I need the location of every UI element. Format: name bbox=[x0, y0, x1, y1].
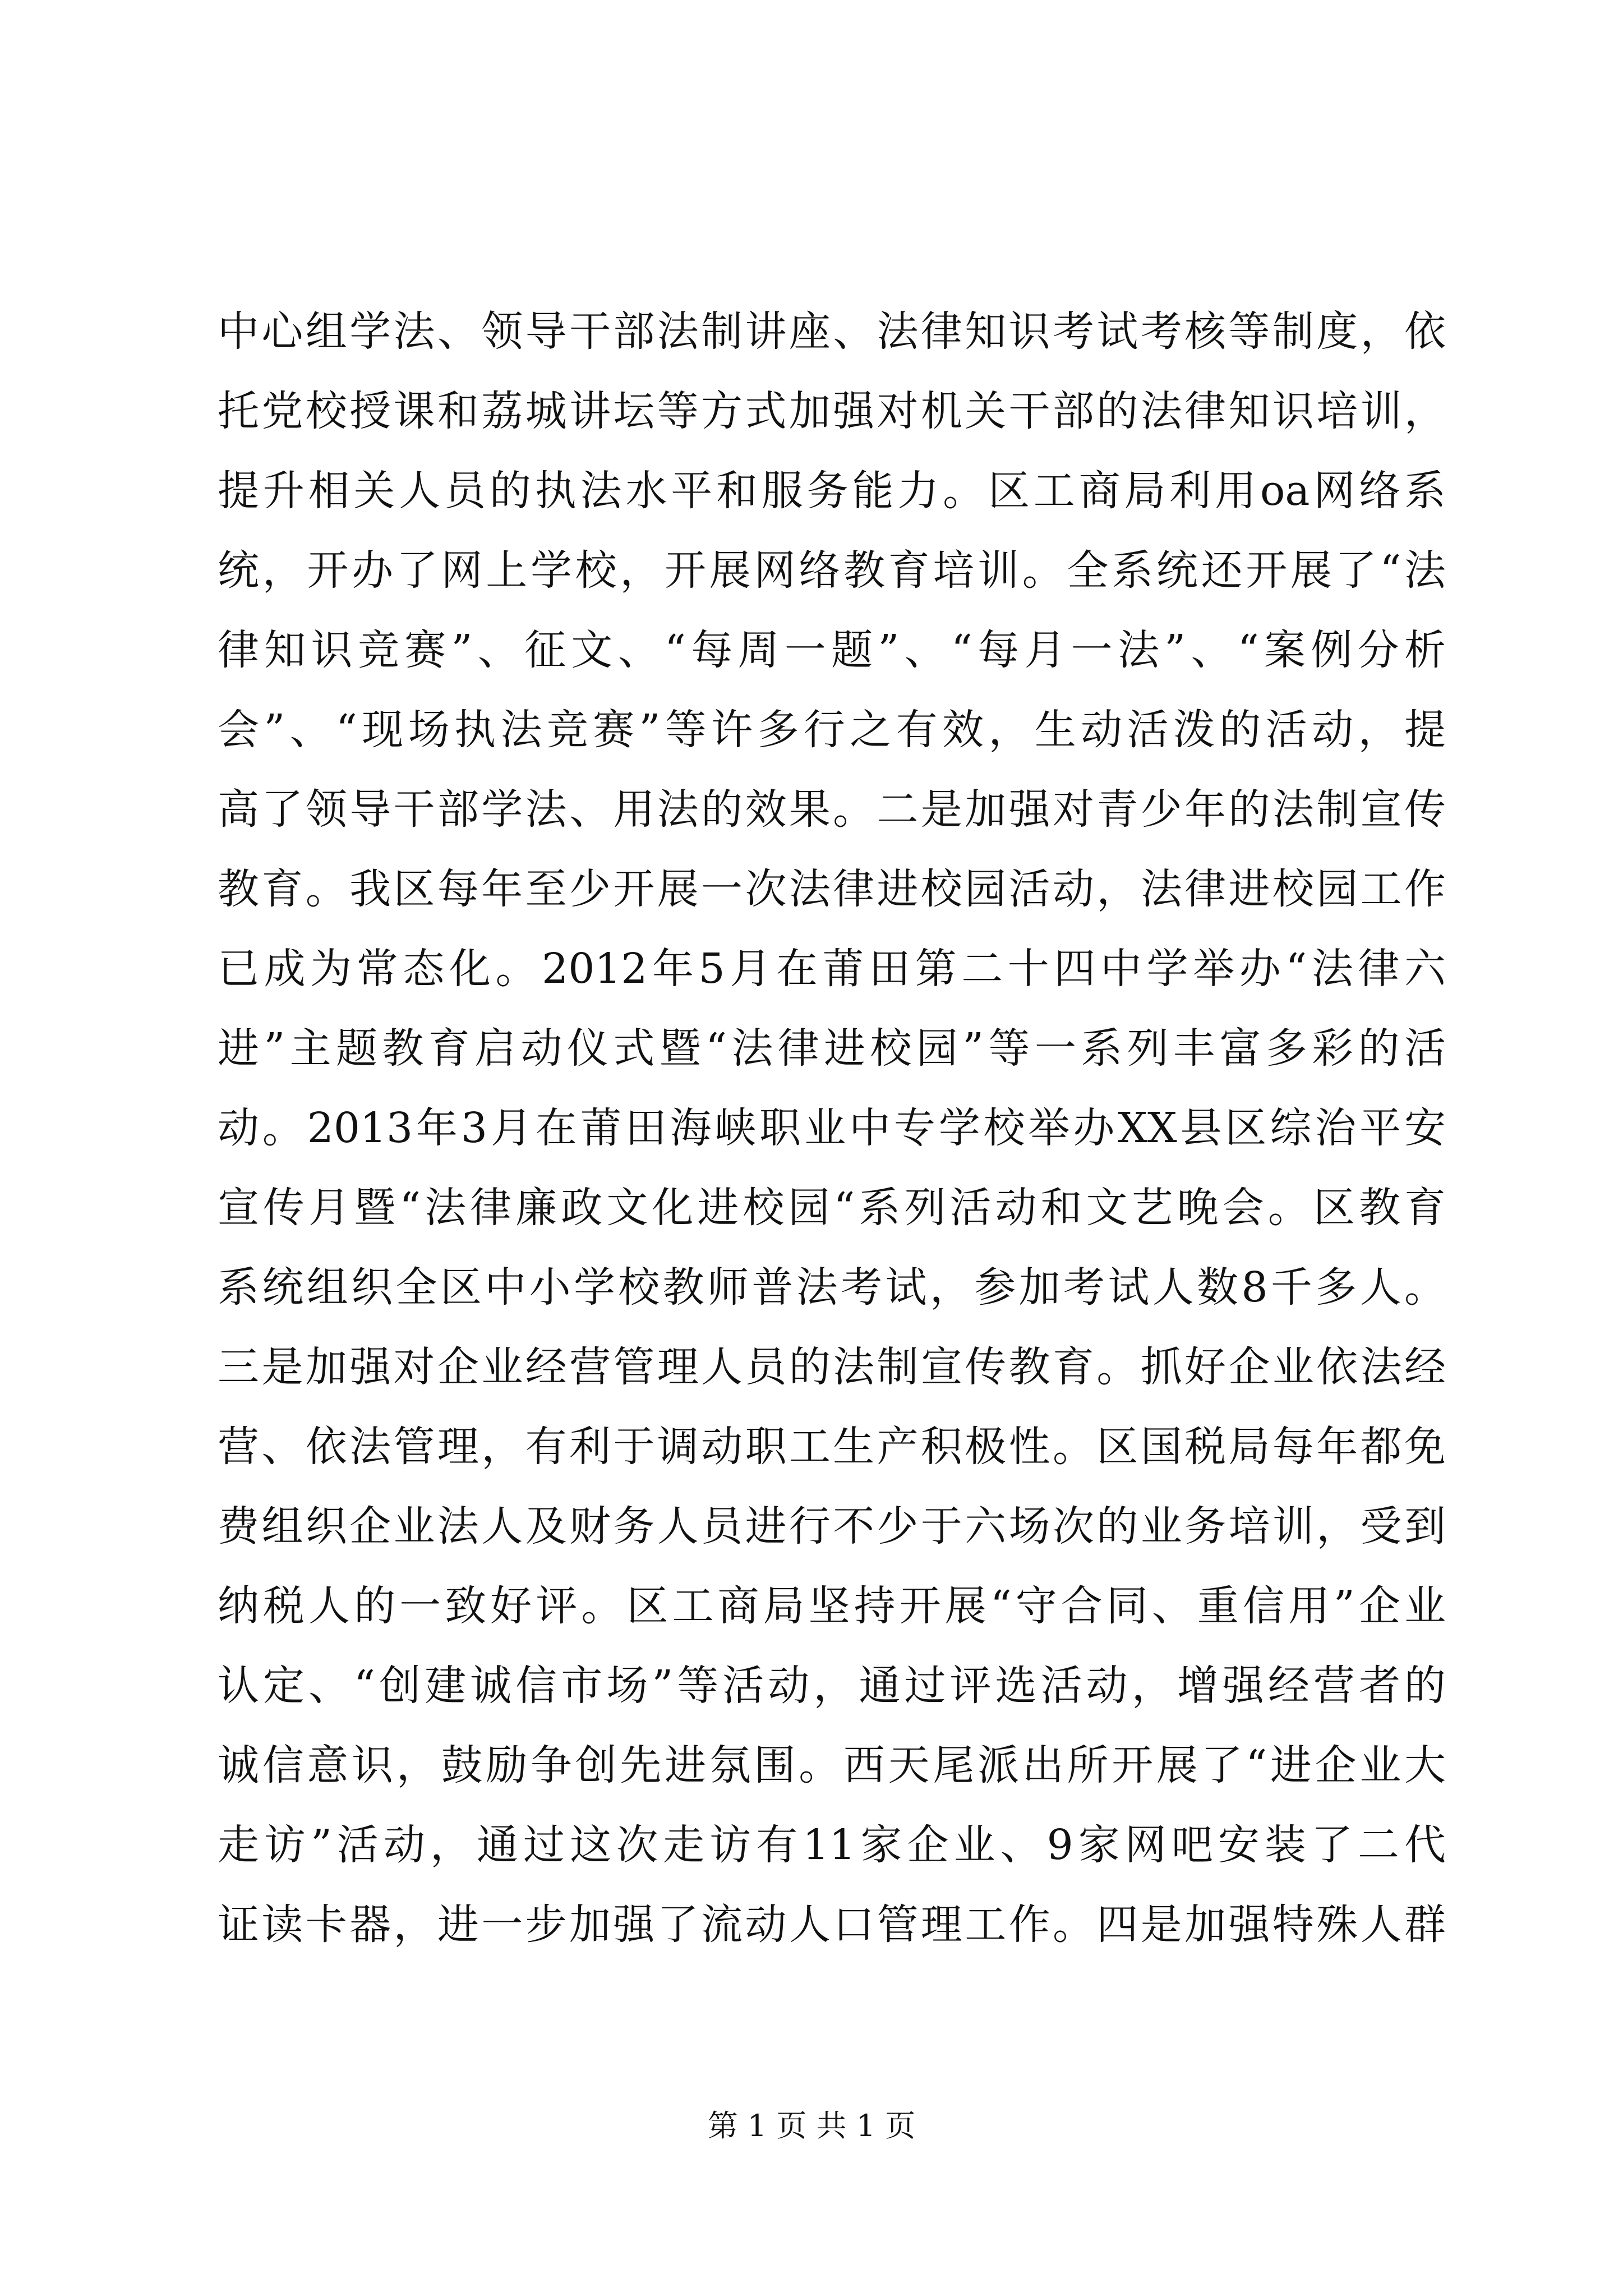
text-line: 营、依法管理，有利于调动职工生产积极性。区国税局每年都免 bbox=[218, 1423, 1446, 1471]
text-line: 三是加强对企业经营管理人员的法制宣传教育。抓好企业依法经 bbox=[218, 1343, 1446, 1391]
text-line: 宣传月暨“法律廉政文化进校园“系列活动和文艺晚会。区教育 bbox=[218, 1184, 1446, 1232]
text-line: 教育。我区每年至少开展一次法律进校园活动，法律进校园工作 bbox=[218, 865, 1446, 913]
text-line: 高了领导干部学法、用法的效果。二是加强对青少年的法制宣传 bbox=[218, 785, 1446, 834]
text-line: 动。2013年3月在莆田海峡职业中专学校举办XX县区综治平安 bbox=[218, 1104, 1446, 1152]
body-text bbox=[218, 292, 1446, 1964]
text-line: 已成为常态化。2012年5月在莆田第二十四中学举办“法律六 bbox=[218, 945, 1446, 993]
text-line: 进”主题教育启动仪式暨“法律进校园”等一系列丰富多彩的活 bbox=[218, 1024, 1446, 1073]
text-line: 诚信意识，鼓励争创先进氛围。西天尾派出所开展了“进企业大 bbox=[218, 1741, 1446, 1789]
page-number-footer: 第 1 页 共 1 页 bbox=[707, 2108, 916, 2143]
text-line: 律知识竞赛”、征文、“每周一题”、“每月一法”、“案例分析 bbox=[218, 626, 1446, 674]
text-line: 认定、“创建诚信市场”等活动，通过评选活动，增强经营者的 bbox=[218, 1662, 1446, 1710]
text-line: 走访”活动，通过这次走访有11家企业、9家网吧安装了二代 bbox=[218, 1821, 1446, 1869]
text-line: 统，开办了网上学校，开展网络教育培训。全系统还开展了“法 bbox=[218, 546, 1446, 595]
text-line: 系统组织全区中小学校教师普法考试，参加考试人数8千多人。 bbox=[218, 1263, 1446, 1312]
text-line: 纳税人的一致好评。区工商局坚持开展“守合同、重信用”企业 bbox=[218, 1582, 1446, 1630]
text-line: 费组织企业法人及财务人员进行不少于六场次的业务培训，受到 bbox=[218, 1502, 1446, 1550]
text-line: 证读卡器，进一步加强了流动人口管理工作。四是加强特殊人群 bbox=[218, 1901, 1446, 1949]
text-line: 提升相关人员的执法水平和服务能力。区工商局利用oa网络系 bbox=[218, 467, 1446, 515]
text-line: 会”、“现场执法竞赛”等许多行之有效，生动活泼的活动，提 bbox=[218, 706, 1446, 754]
text-line: 托党校授课和荔城讲坛等方式加强对机关干部的法律知识培训， bbox=[218, 387, 1446, 435]
text-line: 中心组学法、领导干部法制讲座、法律知识考试考核等制度，依 bbox=[218, 307, 1446, 356]
